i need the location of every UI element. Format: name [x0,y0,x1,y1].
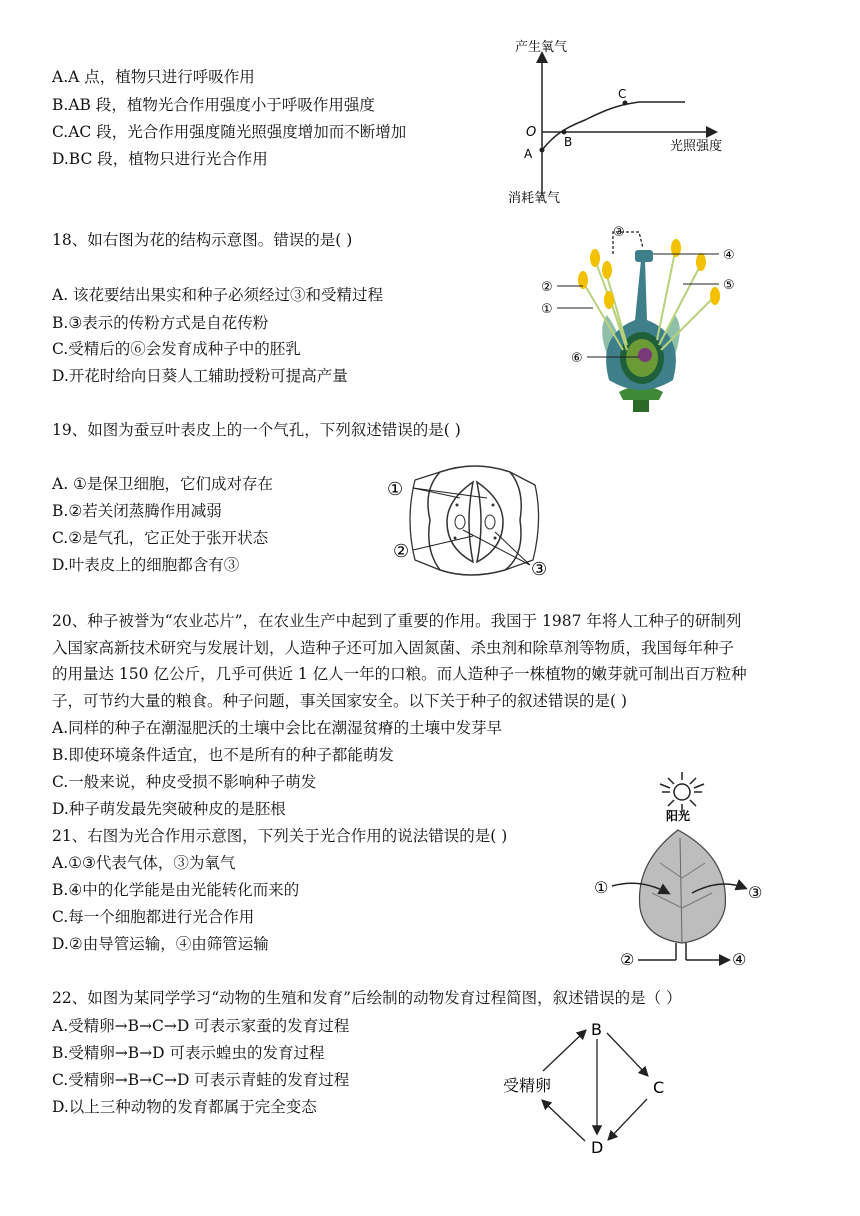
flower-label-1: ① [541,302,553,317]
q17-option-a: A.A 点，植物只进行呼吸作用 [52,68,255,86]
sun-icon [660,772,704,812]
x-axis-label: 光照强度 [670,139,723,154]
node-c: C [653,1078,665,1097]
point-b [562,130,567,135]
q22-stem: 22、如图为某同学学习“动物的生殖和发育”后绘制的动物发育过程简图，叙述错误的是（ ） [52,989,682,1007]
q17-option-c: C.AC 段，光合作用强度随光照强度增加而不断增加 [52,123,407,141]
node-egg: 受精卵 [503,1076,552,1095]
flower-label-5: ⑤ [723,278,735,293]
q22-option-c: C.受精卵→B→C→D 可表示青蛙的发育过程 [52,1071,350,1089]
q19-stoma-diagram [385,460,560,582]
q17-oxygen-graph [500,38,750,208]
q18-option-c: C.受精后的⑥会发育成种子中的胚乳 [52,340,301,358]
q20-stem-line-3: 的用量达 150 亿公斤，几乎可供近 1 亿人一年的口粮。而人造种子一株植物的嫩芽就可制出百万粒种 [52,665,747,683]
q20-stem-line-2: 入国家高新技术研究与发展计划，人造种子还可加入固氮菌、杀虫剂和除草剂等物质，我国每年种子 [52,639,735,657]
q17-option-d: D.BC 段，植物只进行光合作用 [52,150,268,168]
point-c-label: C [618,87,627,101]
q18-option-b: B.③表示的传粉方式是自花传粉 [52,314,269,332]
q18-option-d: D.开花时给向日葵人工辅助授粉可提高产量 [52,367,348,385]
q19-option-b: B.②若关闭蒸腾作用减弱 [52,502,222,520]
q18-flower-diagram [535,220,755,415]
q21-option-c: C.每一个细胞都进行光合作用 [52,908,255,926]
q22-development-diagram [495,1015,695,1160]
photo-label-4: ④ [732,950,747,969]
flower-label-4: ④ [723,248,735,263]
q18-option-a: A. 该花要结出果实和种子必须经过③和受精过程 [52,286,384,304]
point-a-label: A [524,147,533,161]
q21-stem: 21、右图为光合作用示意图，下列关于光合作用的说法错误的是( ) [52,827,508,845]
q19-option-c: C.②是气孔，它正处于张开状态 [52,529,269,547]
sun-label: 阳光 [666,809,691,823]
point-c [623,101,628,106]
q17-option-b: B.AB 段，植物光合作用强度小于呼吸作用强度 [52,96,375,114]
q20-option-a: A.同样的种子在潮湿肥沃的土壤中会比在潮湿贫瘠的土壤中发芽早 [52,719,503,737]
photo-label-1: ① [594,878,609,897]
q20-stem-line-1: 20、种子被誉为“农业芯片”，在农业生产中起到了重要的作用。我国于 1987 年将人工种子的研制列 [52,612,742,630]
q19-option-d: D.叶表皮上的细胞都含有③ [52,556,240,574]
q20-option-d: D.种子萌发最先突破种皮的是胚根 [52,800,286,818]
q20-option-b: B.即使环境条件适宜，也不是所有的种子都能萌发 [52,746,394,764]
q21-photosynthesis-diagram [590,768,780,973]
photo-label-2: ② [620,950,635,969]
q20-option-c: C.一般来说，种皮受损不影响种子萌发 [52,773,317,791]
flower-label-3: ③ [613,225,625,240]
y-bottom-label: 消耗氧气 [508,191,561,206]
q19-option-a: A. ①是保卫细胞，它们成对存在 [52,475,273,493]
stoma-label-1: ① [387,479,404,500]
q22-option-d: D.以上三种动物的发育都属于完全变态 [52,1098,317,1116]
node-b: B [591,1020,602,1039]
q19-stem: 19、如图为蚕豆叶表皮上的一个气孔，下列叙述错误的是( ) [52,421,461,439]
node-d: D [591,1138,604,1157]
y-top-label: 产生氧气 [515,40,568,55]
flower-label-6: ⑥ [571,351,583,366]
q20-stem-line-4: 子，可节约大量的粮食。种子问题，事关国家安全。以下关于种子的叙述错误的是( ) [52,692,628,710]
q21-option-d: D.②由导管运输，④由筛管运输 [52,935,269,953]
stoma-label-2: ② [393,541,410,562]
photo-label-3: ③ [748,883,763,902]
q21-option-b: B.④中的化学能是由光能转化而来的 [52,881,300,899]
flower-label-2: ② [541,280,553,295]
q22-option-a: A.受精卵→B→C→D 可表示家蚕的发育过程 [52,1017,350,1035]
q21-option-a: A.①③代表气体，③为氧气 [52,854,236,872]
origin-label: O [526,125,537,140]
stoma-label-3: ③ [531,559,548,580]
q18-stem: 18、如右图为花的结构示意图。错误的是( ) [52,231,353,249]
point-b-label: B [564,135,573,149]
point-a [540,148,545,153]
q22-option-b: B.受精卵→B→D 可表示蝗虫的发育过程 [52,1044,325,1062]
